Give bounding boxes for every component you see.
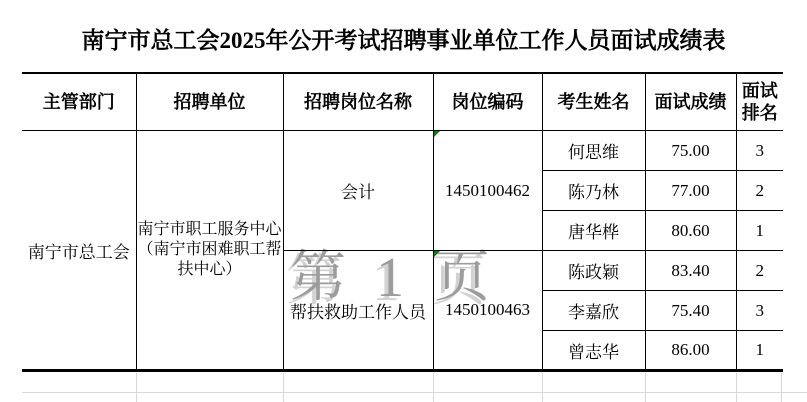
candidate-name-cell: 李嘉欣 [542,291,645,331]
header-interview-score: 面试成绩 [645,73,736,131]
header-unit: 招聘单位 [136,73,283,131]
score-cell: 75.40 [645,291,736,331]
gridline [136,373,137,402]
page-title: 南宁市总工会2025年公开考试招聘事业单位工作人员面试成绩表 [81,28,726,53]
rank-cell: 1 [736,211,783,251]
position-code-cell: 1450100463 [433,251,542,371]
header-interview-rank: 面试排名 [736,73,783,131]
position-name-cell: 帮扶救助工作人员 [283,251,433,371]
gridline [22,392,807,393]
header-row [22,73,783,131]
rank-cell: 3 [736,131,783,171]
rank-cell: 3 [736,291,783,331]
header-position-name: 招聘岗位名称 [283,73,433,131]
candidate-name-cell: 陈政颖 [542,251,645,291]
watermark-char: 第 [290,247,346,309]
department-cell: 南宁市总工会 [22,131,136,371]
number-as-text-flag-icon [434,131,440,137]
rank-cell: 2 [736,171,783,211]
candidate-name-cell: 陈乃林 [542,171,645,211]
score-cell: 86.00 [645,331,736,371]
score-cell: 83.40 [645,251,736,291]
header-candidate-name: 考生姓名 [542,73,645,131]
rank-cell: 2 [736,251,783,291]
gridline [645,373,646,402]
header-department: 主管部门 [22,73,136,131]
unit-line: （南宁市困难职工帮 [137,241,282,258]
rank-cell: 1 [736,331,783,371]
candidate-name-cell: 唐华桦 [542,211,645,251]
unit-cell [136,131,283,371]
interview-score-table [22,72,783,372]
unit-line: 南宁市职工服务中心 [137,221,282,238]
gridline [542,373,543,402]
position-name-cell: 会计 [283,131,433,251]
unit-line: 扶中心） [177,261,242,278]
position-code-cell: 1450100462 [433,131,542,251]
header-position-code: 岗位编码 [433,73,542,131]
gridline [433,373,434,402]
score-cell: 77.00 [645,171,736,211]
gridline [736,373,737,402]
candidate-name-cell: 曾志华 [542,331,645,371]
score-cell: 80.60 [645,211,736,251]
gridline [781,373,782,402]
watermark-char: 1 [376,247,404,309]
table-row [22,131,783,171]
score-cell: 75.00 [645,131,736,171]
candidate-name-cell: 何思维 [542,131,645,171]
number-as-text-flag-icon [434,251,440,257]
gridline [283,373,284,402]
watermark-char: 页 [434,247,490,309]
